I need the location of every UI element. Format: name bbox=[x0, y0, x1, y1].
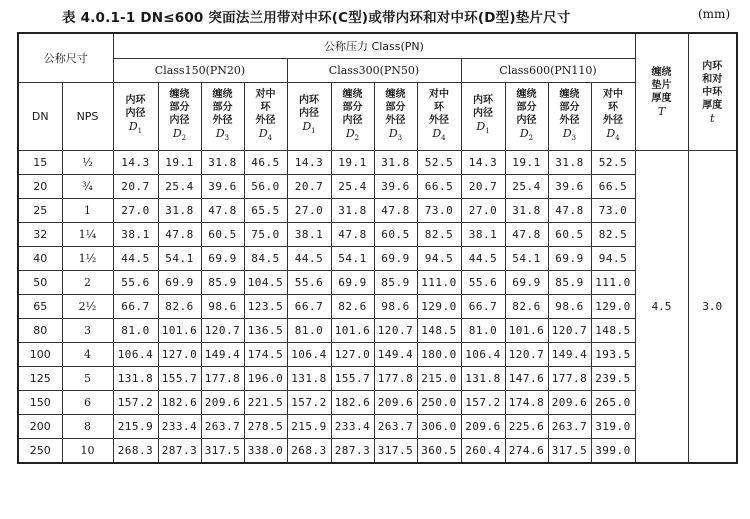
value-cell: 148.5 bbox=[591, 319, 635, 343]
value-cell: 148.5 bbox=[417, 319, 461, 343]
ring-thickness-symbol: t bbox=[710, 111, 715, 125]
value-cell: 263.7 bbox=[374, 415, 417, 439]
value-cell: 14.3 bbox=[287, 151, 331, 175]
dn-cell: 40 bbox=[18, 247, 62, 271]
dn-cell: 100 bbox=[18, 343, 62, 367]
subcol-header bbox=[548, 83, 591, 151]
nps-cell: 5 bbox=[62, 367, 113, 391]
value-cell: 20.7 bbox=[113, 175, 158, 199]
table-row bbox=[18, 319, 737, 343]
value-cell: 317.5 bbox=[374, 439, 417, 464]
value-cell: 81.0 bbox=[113, 319, 158, 343]
wound-thickness-symbol: T bbox=[657, 105, 666, 118]
value-cell: 360.5 bbox=[417, 439, 461, 464]
value-cell: 25.4 bbox=[331, 175, 374, 199]
table-body bbox=[18, 33, 737, 463]
value-cell: 120.7 bbox=[548, 319, 591, 343]
value-cell: 69.9 bbox=[505, 271, 548, 295]
value-cell: 14.3 bbox=[113, 151, 158, 175]
value-cell: 131.8 bbox=[461, 367, 505, 391]
value-cell: 209.6 bbox=[461, 415, 505, 439]
value-cell: 31.8 bbox=[158, 199, 201, 223]
value-cell: 31.8 bbox=[505, 199, 548, 223]
value-cell: 52.5 bbox=[417, 151, 461, 175]
value-cell: 82.5 bbox=[417, 223, 461, 247]
value-cell: 106.4 bbox=[287, 343, 331, 367]
value-cell: 47.8 bbox=[548, 199, 591, 223]
nps-cell: 1½ bbox=[62, 247, 113, 271]
value-cell: 82.6 bbox=[331, 295, 374, 319]
dn-cell: 150 bbox=[18, 391, 62, 415]
value-cell: 120.7 bbox=[201, 319, 244, 343]
value-cell: 27.0 bbox=[461, 199, 505, 223]
symbol-letter: D bbox=[388, 126, 398, 140]
value-cell: 136.5 bbox=[244, 319, 287, 343]
symbol-letter: D bbox=[302, 120, 312, 134]
symbol-subscript: 1 bbox=[485, 127, 490, 136]
dn-cell: 20 bbox=[18, 175, 62, 199]
wound-thickness-value: 4.5 bbox=[635, 151, 688, 464]
value-cell: 14.3 bbox=[461, 151, 505, 175]
value-cell: 101.6 bbox=[331, 319, 374, 343]
value-cell: 39.6 bbox=[548, 175, 591, 199]
table-row bbox=[18, 391, 737, 415]
value-cell: 20.7 bbox=[287, 175, 331, 199]
subcol-header-text: 缠绕 部分 内径 bbox=[342, 88, 363, 126]
symbol-letter: D bbox=[432, 126, 442, 140]
value-cell: 306.0 bbox=[417, 415, 461, 439]
nps-cell: 6 bbox=[62, 391, 113, 415]
value-cell: 131.8 bbox=[113, 367, 158, 391]
value-cell: 155.7 bbox=[158, 367, 201, 391]
symbol-subscript: 1 bbox=[311, 127, 316, 136]
value-cell: 399.0 bbox=[591, 439, 635, 464]
symbol-subscript: 4 bbox=[441, 134, 446, 143]
subcol-header-text: 内环 内径 bbox=[473, 95, 493, 120]
value-cell: 54.1 bbox=[158, 247, 201, 271]
value-cell: 98.6 bbox=[374, 295, 417, 319]
header-row-1 bbox=[18, 33, 737, 59]
value-cell: 250.0 bbox=[417, 391, 461, 415]
nps-cell: ½ bbox=[62, 151, 113, 175]
table-caption bbox=[0, 6, 750, 26]
table-row bbox=[18, 199, 737, 223]
table-row bbox=[18, 295, 737, 319]
value-cell: 54.1 bbox=[331, 247, 374, 271]
value-cell: 47.8 bbox=[158, 223, 201, 247]
symbol-subscript: 1 bbox=[137, 127, 143, 136]
value-cell: 127.0 bbox=[331, 343, 374, 367]
symbol-subscript: 4 bbox=[615, 134, 620, 143]
value-cell: 209.6 bbox=[374, 391, 417, 415]
subcol-header-symbol bbox=[245, 127, 287, 145]
subcol-header bbox=[461, 83, 505, 151]
value-cell: 85.9 bbox=[374, 271, 417, 295]
value-cell: 39.6 bbox=[201, 175, 244, 199]
value-cell: 82.6 bbox=[158, 295, 201, 319]
nps-cell: 8 bbox=[62, 415, 113, 439]
subcol-header bbox=[591, 83, 635, 151]
table-row bbox=[18, 175, 737, 199]
symbol-subscript: 4 bbox=[267, 134, 273, 143]
value-cell: 106.4 bbox=[113, 343, 158, 367]
value-cell: 81.0 bbox=[461, 319, 505, 343]
symbol-letter: D bbox=[519, 126, 529, 140]
subcol-header-text: 内环 内径 bbox=[299, 95, 319, 120]
value-cell: 174.5 bbox=[244, 343, 287, 367]
class-group-600: Class600(PN110) bbox=[461, 59, 635, 83]
value-cell: 47.8 bbox=[201, 199, 244, 223]
value-cell: 157.2 bbox=[287, 391, 331, 415]
value-cell: 39.6 bbox=[374, 175, 417, 199]
value-cell: 60.5 bbox=[201, 223, 244, 247]
value-cell: 317.5 bbox=[548, 439, 591, 464]
subcol-header-symbol bbox=[418, 127, 461, 145]
value-cell: 69.9 bbox=[331, 271, 374, 295]
nps-cell: 1¼ bbox=[62, 223, 113, 247]
value-cell: 69.9 bbox=[158, 271, 201, 295]
value-cell: 129.0 bbox=[417, 295, 461, 319]
value-cell: 221.5 bbox=[244, 391, 287, 415]
value-cell: 177.8 bbox=[548, 367, 591, 391]
nps-cell: 10 bbox=[62, 439, 113, 464]
wound-thickness-text: 缠绕 垫片 厚度 bbox=[651, 67, 672, 104]
value-cell: 25.4 bbox=[505, 175, 548, 199]
value-cell: 55.6 bbox=[287, 271, 331, 295]
value-cell: 84.5 bbox=[244, 247, 287, 271]
table-row bbox=[18, 439, 737, 464]
value-cell: 127.0 bbox=[158, 343, 201, 367]
table-row bbox=[18, 151, 737, 175]
value-cell: 182.6 bbox=[158, 391, 201, 415]
dn-cell: 32 bbox=[18, 223, 62, 247]
table-row bbox=[18, 415, 737, 439]
value-cell: 196.0 bbox=[244, 367, 287, 391]
value-cell: 317.5 bbox=[201, 439, 244, 464]
subcol-header-symbol bbox=[202, 127, 244, 145]
value-cell: 66.7 bbox=[113, 295, 158, 319]
nps-cell: 2½ bbox=[62, 295, 113, 319]
value-cell: 44.5 bbox=[461, 247, 505, 271]
value-cell: 20.7 bbox=[461, 175, 505, 199]
header-row-3 bbox=[18, 83, 737, 151]
value-cell: 69.9 bbox=[548, 247, 591, 271]
subcol-header bbox=[113, 83, 158, 151]
table-row bbox=[18, 247, 737, 271]
value-cell: 319.0 bbox=[591, 415, 635, 439]
table-row bbox=[18, 343, 737, 367]
value-cell: 177.8 bbox=[201, 367, 244, 391]
subcol-header-text: 缠绕 部分 内径 bbox=[169, 88, 190, 126]
value-cell: 233.4 bbox=[331, 415, 374, 439]
subcol-header bbox=[158, 83, 201, 151]
value-cell: 44.5 bbox=[287, 247, 331, 271]
value-cell: 104.5 bbox=[244, 271, 287, 295]
value-cell: 215.9 bbox=[287, 415, 331, 439]
value-cell: 155.7 bbox=[331, 367, 374, 391]
value-cell: 47.8 bbox=[331, 223, 374, 247]
value-cell: 66.7 bbox=[287, 295, 331, 319]
value-cell: 55.6 bbox=[461, 271, 505, 295]
value-cell: 131.8 bbox=[287, 367, 331, 391]
table-title: 表 4.0.1-1 DN≤600 突面法兰用带对中环(C型)或带内环和对中环(D型)垫片尺寸 bbox=[62, 10, 571, 26]
value-cell: 215.0 bbox=[417, 367, 461, 391]
value-cell: 174.8 bbox=[505, 391, 548, 415]
value-cell: 69.9 bbox=[374, 247, 417, 271]
value-cell: 55.6 bbox=[113, 271, 158, 295]
nps-cell: 3 bbox=[62, 319, 113, 343]
dn-cell: 250 bbox=[18, 439, 62, 464]
subcol-header-symbol bbox=[114, 120, 158, 138]
value-cell: 98.6 bbox=[548, 295, 591, 319]
dn-cell: 15 bbox=[18, 151, 62, 175]
subcol-header-symbol bbox=[159, 127, 201, 145]
value-cell: 287.3 bbox=[158, 439, 201, 464]
value-cell: 44.5 bbox=[113, 247, 158, 271]
value-cell: 38.1 bbox=[287, 223, 331, 247]
nps-cell: 4 bbox=[62, 343, 113, 367]
value-cell: 268.3 bbox=[287, 439, 331, 464]
subcol-header-text: 缠绕 部分 内径 bbox=[516, 88, 537, 126]
value-cell: 215.9 bbox=[113, 415, 158, 439]
value-cell: 31.8 bbox=[548, 151, 591, 175]
value-cell: 66.5 bbox=[417, 175, 461, 199]
value-cell: 274.6 bbox=[505, 439, 548, 464]
value-cell: 101.6 bbox=[158, 319, 201, 343]
value-cell: 19.1 bbox=[158, 151, 201, 175]
value-cell: 157.2 bbox=[461, 391, 505, 415]
value-cell: 193.5 bbox=[591, 343, 635, 367]
subcol-header-symbol bbox=[462, 120, 505, 138]
subcol-header-text: 对中 环 外径 bbox=[255, 88, 276, 126]
subcol-header bbox=[244, 83, 287, 151]
value-cell: 52.5 bbox=[591, 151, 635, 175]
symbol-subscript: 2 bbox=[181, 134, 187, 143]
ring-thickness-value: 3.0 bbox=[688, 151, 737, 464]
value-cell: 25.4 bbox=[158, 175, 201, 199]
subcol-header-text: 对中 环 外径 bbox=[603, 88, 623, 126]
subcol-header bbox=[505, 83, 548, 151]
subcol-header bbox=[417, 83, 461, 151]
class-group-150: Class150(PN20) bbox=[113, 59, 287, 83]
value-cell: 157.2 bbox=[113, 391, 158, 415]
value-cell: 65.5 bbox=[244, 199, 287, 223]
subcol-header-symbol bbox=[592, 127, 635, 145]
value-cell: 56.0 bbox=[244, 175, 287, 199]
value-cell: 182.6 bbox=[331, 391, 374, 415]
value-cell: 111.0 bbox=[591, 271, 635, 295]
value-cell: 287.3 bbox=[331, 439, 374, 464]
value-cell: 19.1 bbox=[505, 151, 548, 175]
table-row bbox=[18, 367, 737, 391]
symbol-subscript: 2 bbox=[528, 134, 534, 143]
value-cell: 180.0 bbox=[417, 343, 461, 367]
value-cell: 94.5 bbox=[417, 247, 461, 271]
value-cell: 85.9 bbox=[201, 271, 244, 295]
value-cell: 73.0 bbox=[591, 199, 635, 223]
value-cell: 31.8 bbox=[331, 199, 374, 223]
value-cell: 47.8 bbox=[505, 223, 548, 247]
value-cell: 66.7 bbox=[461, 295, 505, 319]
value-cell: 27.0 bbox=[113, 199, 158, 223]
subcol-header-text: 缠绕 部分 外径 bbox=[559, 88, 580, 126]
value-cell: 149.4 bbox=[374, 343, 417, 367]
subcol-header bbox=[374, 83, 417, 151]
subcol-header-symbol bbox=[375, 127, 417, 145]
value-cell: 278.5 bbox=[244, 415, 287, 439]
value-cell: 263.7 bbox=[201, 415, 244, 439]
value-cell: 38.1 bbox=[461, 223, 505, 247]
ring-thickness-text: 内环 和对 中环 厚度 bbox=[702, 60, 723, 111]
dn-cell: 125 bbox=[18, 367, 62, 391]
dn-cell: 65 bbox=[18, 295, 62, 319]
wound-thickness-header bbox=[635, 33, 688, 151]
value-cell: 27.0 bbox=[287, 199, 331, 223]
symbol-letter: D bbox=[606, 126, 616, 140]
value-cell: 19.1 bbox=[331, 151, 374, 175]
symbol-letter: D bbox=[476, 120, 486, 134]
subcol-header-text: 内环 内径 bbox=[125, 95, 146, 120]
value-cell: 69.9 bbox=[201, 247, 244, 271]
symbol-subscript: 3 bbox=[397, 134, 403, 143]
value-cell: 239.5 bbox=[591, 367, 635, 391]
value-cell: 94.5 bbox=[591, 247, 635, 271]
dn-cell: 25 bbox=[18, 199, 62, 223]
value-cell: 120.7 bbox=[374, 319, 417, 343]
dn-cell: 80 bbox=[18, 319, 62, 343]
nps-cell: 1 bbox=[62, 199, 113, 223]
value-cell: 268.3 bbox=[113, 439, 158, 464]
value-cell: 60.5 bbox=[548, 223, 591, 247]
dn-header: DN bbox=[18, 83, 62, 151]
symbol-letter: D bbox=[215, 126, 225, 140]
value-cell: 177.8 bbox=[374, 367, 417, 391]
value-cell: 82.5 bbox=[591, 223, 635, 247]
ring-thickness-header bbox=[688, 33, 737, 151]
dn-cell: 50 bbox=[18, 271, 62, 295]
nps-cell: 2 bbox=[62, 271, 113, 295]
subcol-header-text: 对中 环 外径 bbox=[429, 88, 449, 126]
symbol-subscript: 3 bbox=[571, 134, 577, 143]
symbol-letter: D bbox=[128, 120, 138, 134]
nominal-size-header: 公称尺寸 bbox=[18, 33, 113, 83]
symbol-letter: D bbox=[258, 126, 268, 140]
symbol-subscript: 2 bbox=[354, 134, 360, 143]
value-cell: 75.0 bbox=[244, 223, 287, 247]
value-cell: 106.4 bbox=[461, 343, 505, 367]
value-cell: 82.6 bbox=[505, 295, 548, 319]
subcol-header-symbol bbox=[332, 127, 374, 145]
value-cell: 81.0 bbox=[287, 319, 331, 343]
subcol-header bbox=[331, 83, 374, 151]
value-cell: 66.5 bbox=[591, 175, 635, 199]
value-cell: 47.8 bbox=[374, 199, 417, 223]
subcol-header-symbol bbox=[288, 120, 331, 138]
value-cell: 31.8 bbox=[374, 151, 417, 175]
value-cell: 46.5 bbox=[244, 151, 287, 175]
value-cell: 209.6 bbox=[201, 391, 244, 415]
unit-label: (mm) bbox=[698, 7, 731, 21]
value-cell: 98.6 bbox=[201, 295, 244, 319]
value-cell: 233.4 bbox=[158, 415, 201, 439]
value-cell: 31.8 bbox=[201, 151, 244, 175]
value-cell: 265.0 bbox=[591, 391, 635, 415]
subcol-header-text: 缠绕 部分 外径 bbox=[212, 88, 233, 126]
value-cell: 209.6 bbox=[548, 391, 591, 415]
table-row bbox=[18, 271, 737, 295]
symbol-letter: D bbox=[562, 126, 572, 140]
symbol-letter: D bbox=[172, 126, 182, 140]
header-row-2 bbox=[18, 59, 737, 83]
subcol-header-symbol bbox=[506, 127, 548, 145]
value-cell: 129.0 bbox=[591, 295, 635, 319]
nominal-pressure-header: 公称压力 Class(PN) bbox=[113, 33, 635, 59]
subcol-header-symbol bbox=[549, 127, 591, 145]
value-cell: 260.4 bbox=[461, 439, 505, 464]
value-cell: 38.1 bbox=[113, 223, 158, 247]
value-cell: 263.7 bbox=[548, 415, 591, 439]
subcol-header bbox=[201, 83, 244, 151]
value-cell: 101.6 bbox=[505, 319, 548, 343]
subcol-header bbox=[287, 83, 331, 151]
gasket-dimension-table bbox=[17, 32, 738, 464]
table-row bbox=[18, 223, 737, 247]
value-cell: 147.6 bbox=[505, 367, 548, 391]
nps-cell: ¾ bbox=[62, 175, 113, 199]
symbol-letter: D bbox=[345, 126, 355, 140]
class-group-300: Class300(PN50) bbox=[287, 59, 461, 83]
value-cell: 73.0 bbox=[417, 199, 461, 223]
value-cell: 120.7 bbox=[505, 343, 548, 367]
dn-cell: 200 bbox=[18, 415, 62, 439]
value-cell: 85.9 bbox=[548, 271, 591, 295]
value-cell: 60.5 bbox=[374, 223, 417, 247]
value-cell: 149.4 bbox=[201, 343, 244, 367]
value-cell: 54.1 bbox=[505, 247, 548, 271]
value-cell: 149.4 bbox=[548, 343, 591, 367]
value-cell: 338.0 bbox=[244, 439, 287, 464]
nps-header: NPS bbox=[62, 83, 113, 151]
subcol-header-text: 缠绕 部分 外径 bbox=[385, 88, 406, 126]
value-cell: 123.5 bbox=[244, 295, 287, 319]
value-cell: 225.6 bbox=[505, 415, 548, 439]
symbol-subscript: 3 bbox=[224, 134, 230, 143]
value-cell: 111.0 bbox=[417, 271, 461, 295]
